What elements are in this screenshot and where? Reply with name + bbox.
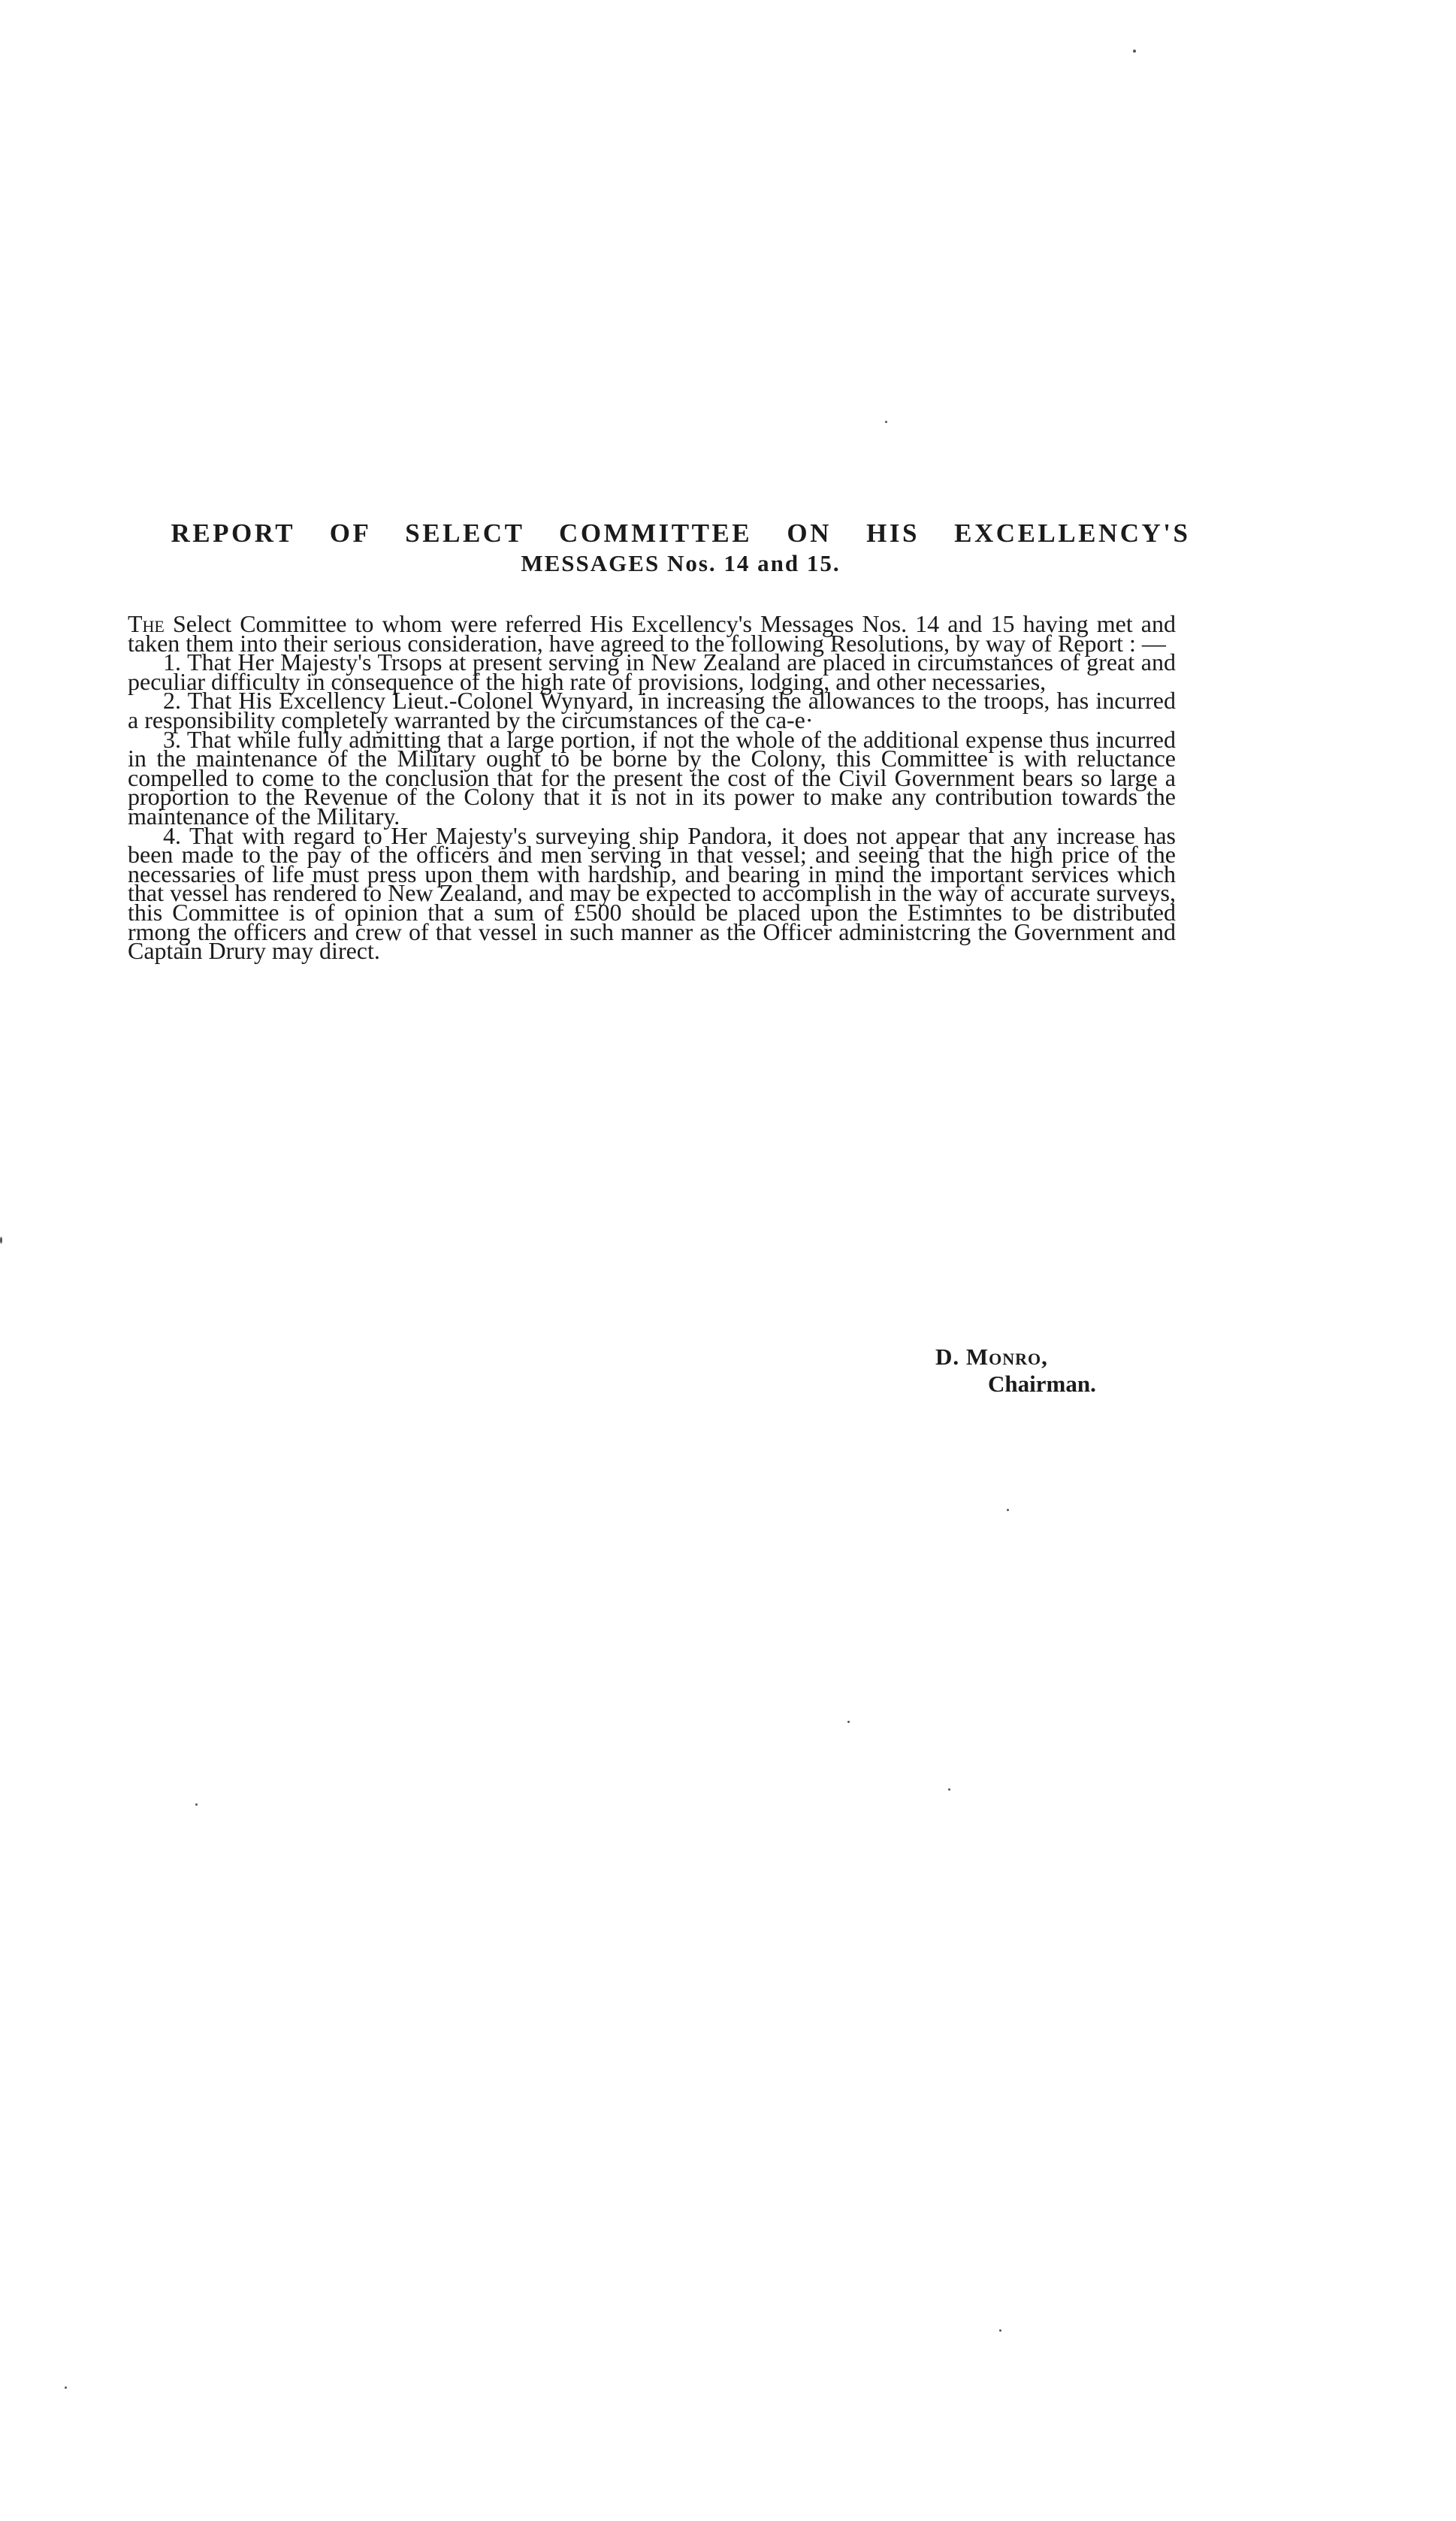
scan-speck [0,1237,2,1244]
scan-speck [999,2329,1001,2332]
resolution-3: 3. That while fully admitting that a large portion, if not the whole of the additional expense thus incurred in the maintenance of the Military ought to be borne by the Colony, this Committee is with reluctance compelled to come to the conclusion that for the present the cost of the Civil Government bears so large a proportion to the Revenue of the Colony that it is not in its power to make any contribution towards the maintenance of the Military. [128,725,1176,830]
scan-speck [948,1788,950,1791]
signature-block [935,1344,1096,1398]
scan-speck [1133,50,1136,53]
title-line-2: MESSAGES Nos. 14 and 15. [521,550,841,576]
scan-speck [195,1803,198,1806]
signature-name: D. Monro, [935,1344,1048,1370]
scan-speck [885,421,887,423]
intro-lead-word: The [128,610,165,637]
report-title [147,518,1214,579]
resolution-1: 1. That Her Majesty's Trsops at present serving in New Zealand are placed in circumstances of great and peculiar difficulty in consequence of the high rate of provisions, lodging, and other necessaries, [128,648,1176,695]
resolution-2: 2. That His Excellency Lieut.-Colonel Wynyard, in increasing the allowances to the troops, has incurred a responsibility completely warranted by the circumstances of the ca-e· [128,687,1176,733]
scan-speck [65,2386,67,2389]
intro-paragraph [128,610,1176,657]
scan-speck [1007,1509,1009,1511]
intro-text: Select Committee to whom were referred His Excellency's Messages Nos. 14 and 15 having met and taken them into their serious consideration, have agreed to the following Resolutions, by way of Report : — [128,610,1176,657]
scan-speck [847,1721,850,1723]
signature-role: Chairman. [988,1371,1096,1397]
report-body [128,610,1176,965]
resolution-4: 4. That with regard to Her Majesty's surveying ship Pandora, it does not appear that any increase has been made to the pay of the officers and men serving in that vessel; and seeing that the high price of the necessaries of life must press upon them with hardship, and bearing in mind the important services which that vessel has rendered to New Zealand, and may be expected to accomplish in the way of accurate surveys, this Committee is of opinion that a sum of £500 should be placed upon the Estimntes to be distributed rmong the officers and crew of that vessel in such manner as the Officer administcring the Government and Captain Drury may direct. [128,821,1176,965]
title-line-1: REPORT OF SELECT COMMITTEE ON HIS EXCELLENCY'S [171,518,1191,548]
